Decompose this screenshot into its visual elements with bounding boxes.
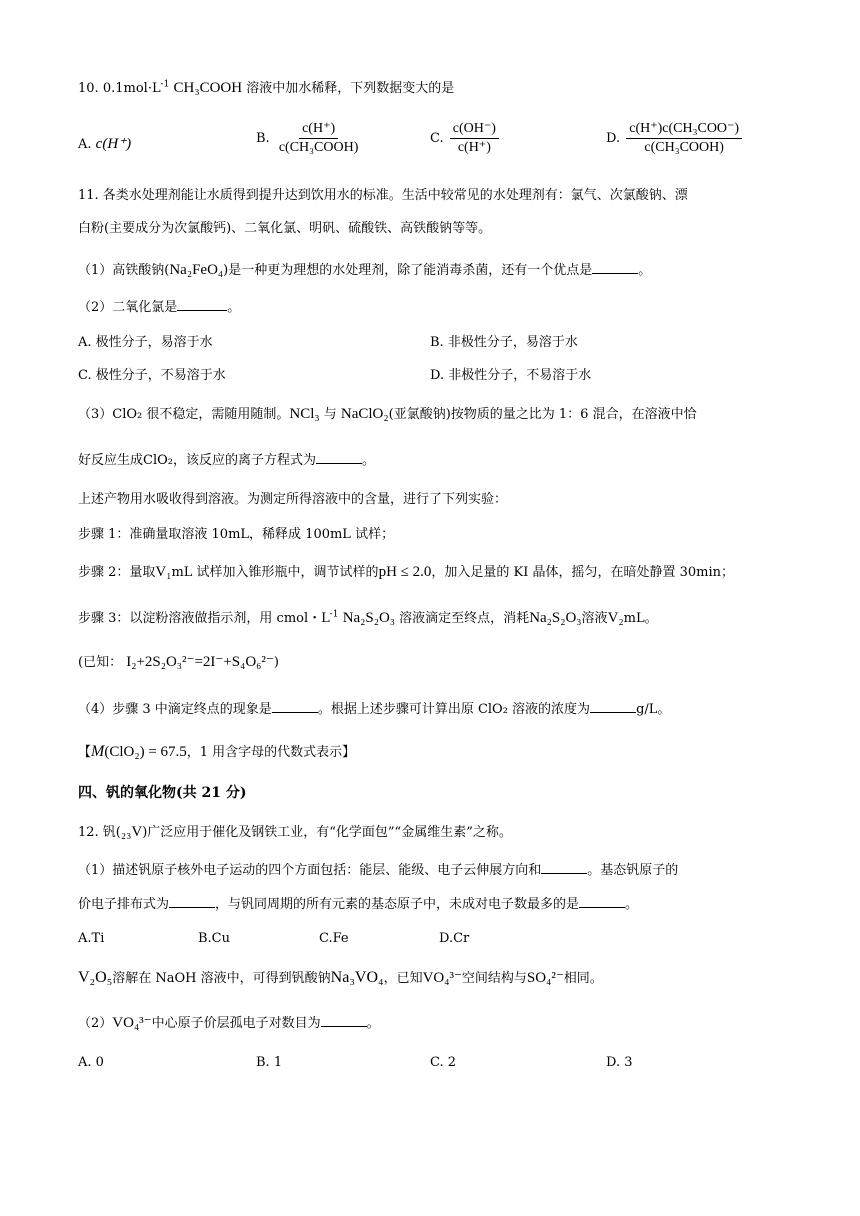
text: 。 xyxy=(361,453,375,468)
question-10-stem xyxy=(78,78,454,99)
answer-blank[interactable] xyxy=(272,700,318,713)
experiment-intro: 上述产物用水吸收得到溶液。为测定所得溶液中的含量，进行了下列实验： xyxy=(78,492,508,507)
q12-option-b: B.Cu xyxy=(198,931,231,946)
text: 溶液滴定至终点，消耗 xyxy=(395,611,530,626)
text: ，加入足量的 KI 晶体，摇匀，在暗处静置 30min； xyxy=(431,565,735,580)
formula: Na₂S₂O₃ xyxy=(529,610,582,626)
volume-symbol: V₁ xyxy=(155,564,172,580)
q11-part4 xyxy=(78,700,670,720)
option-d-fraction xyxy=(626,120,742,157)
text: ，已知 xyxy=(383,971,423,986)
text: )广泛应用于催化及钢铁工业，有“化学面包”“金属维生素”之称。 xyxy=(142,825,512,840)
text: )是一种更为理想的水处理剂，除了能消毒杀菌，还有一个优点是 xyxy=(223,263,593,278)
q11-part3-line2 xyxy=(78,451,375,471)
section-title: 四、钒的氧化物(共 21 分) xyxy=(78,785,247,801)
text: 步骤 3：以淀粉溶液做指示剂，用 cmol・L xyxy=(78,611,330,626)
q12-option-a: A.Ti xyxy=(78,931,105,946)
fraction-numerator: c(H⁺)c(CH₃COO⁻) xyxy=(626,120,742,139)
answer-blank[interactable] xyxy=(177,298,227,311)
text: g/L。 xyxy=(636,702,671,717)
q12-2-option-c: C. 2 xyxy=(430,1055,457,1070)
q12-part1-line1 xyxy=(78,861,678,881)
q11-part1 xyxy=(78,260,651,281)
ion-formula: VO₄³⁻ xyxy=(112,1015,152,1031)
q11-part3-line1 xyxy=(78,404,697,425)
answer-blank[interactable] xyxy=(541,861,587,874)
q12-part2 xyxy=(78,1013,380,1034)
known-equation xyxy=(78,652,279,673)
ion-formula: SO₄²⁻ xyxy=(526,970,564,986)
text: ) xyxy=(273,655,279,670)
volume-symbol: V₂ xyxy=(607,610,624,626)
text: （1）描述钒原子核外电子运动的四个方面包括：能层、能级、电子云伸展方向和 xyxy=(78,863,542,878)
v2o5-statement xyxy=(78,968,603,989)
fraction-denominator: c(CH₃COOH) xyxy=(644,140,724,155)
ion-formula: VO₄³⁻ xyxy=(422,970,462,986)
fraction-numerator: c(H⁺) xyxy=(299,120,338,139)
text: 步骤 2：量取 xyxy=(78,565,156,580)
text: ，1 用含字母的代数式表示】 xyxy=(186,745,356,760)
text: (亚氯酸钠)按物质的量之比为 1：6 混合，在溶液中恰 xyxy=(388,407,697,422)
text: 。 xyxy=(366,1016,380,1031)
q12-part1-line2 xyxy=(78,895,638,915)
text: 。基态钒原子的 xyxy=(587,863,679,878)
text: 价电子排布式为 xyxy=(78,897,170,912)
question-12-intro xyxy=(78,822,512,843)
option-label: C. xyxy=(430,131,444,146)
formula: V₂O₅ xyxy=(78,969,113,986)
q12-option-d: D.Cr xyxy=(439,931,470,946)
option-b-fraction xyxy=(276,120,362,157)
text: (已知： xyxy=(78,655,123,670)
text: 。根据上述步骤可计算出原 ClO₂ 溶液的浓度为 xyxy=(317,702,591,717)
step-3 xyxy=(78,608,658,629)
step-2 xyxy=(78,562,734,583)
ph-condition: pH ≤ 2.0 xyxy=(378,564,432,580)
text: 溶液 xyxy=(581,611,608,626)
answer-blank[interactable] xyxy=(316,451,362,464)
text: （2）二氧化氯是 xyxy=(78,300,178,315)
fraction-denominator: c(CH₃COOH) xyxy=(278,140,359,155)
molar-mass-symbol: M xyxy=(91,743,105,760)
option-d xyxy=(606,120,744,157)
fraction-denominator: c(H⁺) xyxy=(457,140,491,155)
text: 中心原子价层孤电子对数目为 xyxy=(151,1016,321,1031)
question-11-intro-line1: 11. 各类水处理剂能让水质得到提升达到饮用水的标准。生活中较常见的水处理剂有：氯气、次氯酸钠、漂 xyxy=(78,188,688,203)
option-label: D. xyxy=(606,131,621,146)
answer-blank[interactable] xyxy=(592,261,638,274)
question-text: 溶液中加水稀释，下列数据变大的是 xyxy=(246,81,455,96)
q12-option-c: C.Fe xyxy=(319,931,349,946)
concentration-exponent: -1 xyxy=(160,79,170,90)
option-label: A. xyxy=(78,137,92,152)
q11-part2 xyxy=(78,298,240,318)
formula: Na₂FeO₄ xyxy=(169,262,224,278)
text: 【 xyxy=(78,745,92,760)
text: （4）步骤 3 中滴定终点的现象是 xyxy=(78,702,272,717)
text: （1）高铁酸钠( xyxy=(78,263,170,278)
q12-2-option-b: B. 1 xyxy=(256,1055,283,1070)
text: 空间结构与 xyxy=(461,971,527,986)
answer-blank[interactable] xyxy=(169,895,215,908)
q12-2-option-a: A. 0 xyxy=(78,1055,104,1070)
concentration: 0.1mol·L xyxy=(102,81,161,96)
text: 好反应生成ClO₂，该反应的离子方程式为 xyxy=(78,453,316,468)
fraction-numerator: c(OH⁻) xyxy=(450,120,499,139)
text: mL 试样加入锥形瓶中，调节试样的 xyxy=(171,565,379,580)
formula: NCl₃ xyxy=(289,406,320,422)
option-c xyxy=(430,120,501,157)
molar-mass-note xyxy=(78,742,355,763)
molar-mass-value: (ClO₂) = 67.5 xyxy=(104,744,187,760)
solute-formula: CH₃COOH xyxy=(173,80,243,96)
option-a xyxy=(78,134,131,155)
answer-blank[interactable] xyxy=(590,700,636,713)
step-1: 步骤 1：准确量取溶液 10mL，稀释成 100mL 试样； xyxy=(78,527,395,542)
option-label: B. xyxy=(256,131,270,146)
text: 相同。 xyxy=(563,971,603,986)
q11-option-a: A. 极性分子，易溶于水 xyxy=(78,335,213,350)
formula: NaClO₂ xyxy=(340,406,389,422)
text: 与 xyxy=(319,407,341,422)
answer-blank[interactable] xyxy=(321,1014,367,1027)
q11-option-d: D. 非极性分子，不易溶于水 xyxy=(430,368,592,383)
element-symbol: ₂₃V xyxy=(120,824,143,840)
exponent: -1 xyxy=(329,609,339,620)
formula: Na₃VO₄ xyxy=(330,969,384,986)
equation: I₂+2S₂O₃²⁻=2I⁻+S₄O₆²⁻ xyxy=(126,654,274,670)
text: ，与钒同周期的所有元素的基态原子中，未成对电子数最多的是 xyxy=(215,897,580,912)
text: 12. 钒( xyxy=(78,825,121,840)
text: （3）ClO₂ 很不稳定，需随用随制。 xyxy=(78,407,290,422)
answer-blank[interactable] xyxy=(579,895,625,908)
option-a-expr: c(H⁺) xyxy=(95,136,132,152)
question-number: 10. xyxy=(78,81,99,96)
q12-2-option-d: D. 3 xyxy=(606,1055,633,1070)
text: （2） xyxy=(78,1016,113,1031)
text: 溶解在 NaOH 溶液中，可得到钒酸钠 xyxy=(112,971,331,986)
text: mL。 xyxy=(623,611,658,626)
text: 。 xyxy=(227,300,241,315)
q11-option-b: B. 非极性分子，易溶于水 xyxy=(430,335,578,350)
option-b xyxy=(256,120,363,157)
text: 。 xyxy=(638,263,652,278)
option-c-fraction xyxy=(450,120,499,157)
text: 。 xyxy=(625,897,639,912)
formula: Na₂S₂O₃ xyxy=(342,610,396,626)
q11-option-c: C. 极性分子，不易溶于水 xyxy=(78,368,226,383)
question-11-intro-line2: 白粉(主要成分为次氯酸钙)、二氧化氯、明矾、硫酸铁、高铁酸钠等等。 xyxy=(78,221,492,236)
